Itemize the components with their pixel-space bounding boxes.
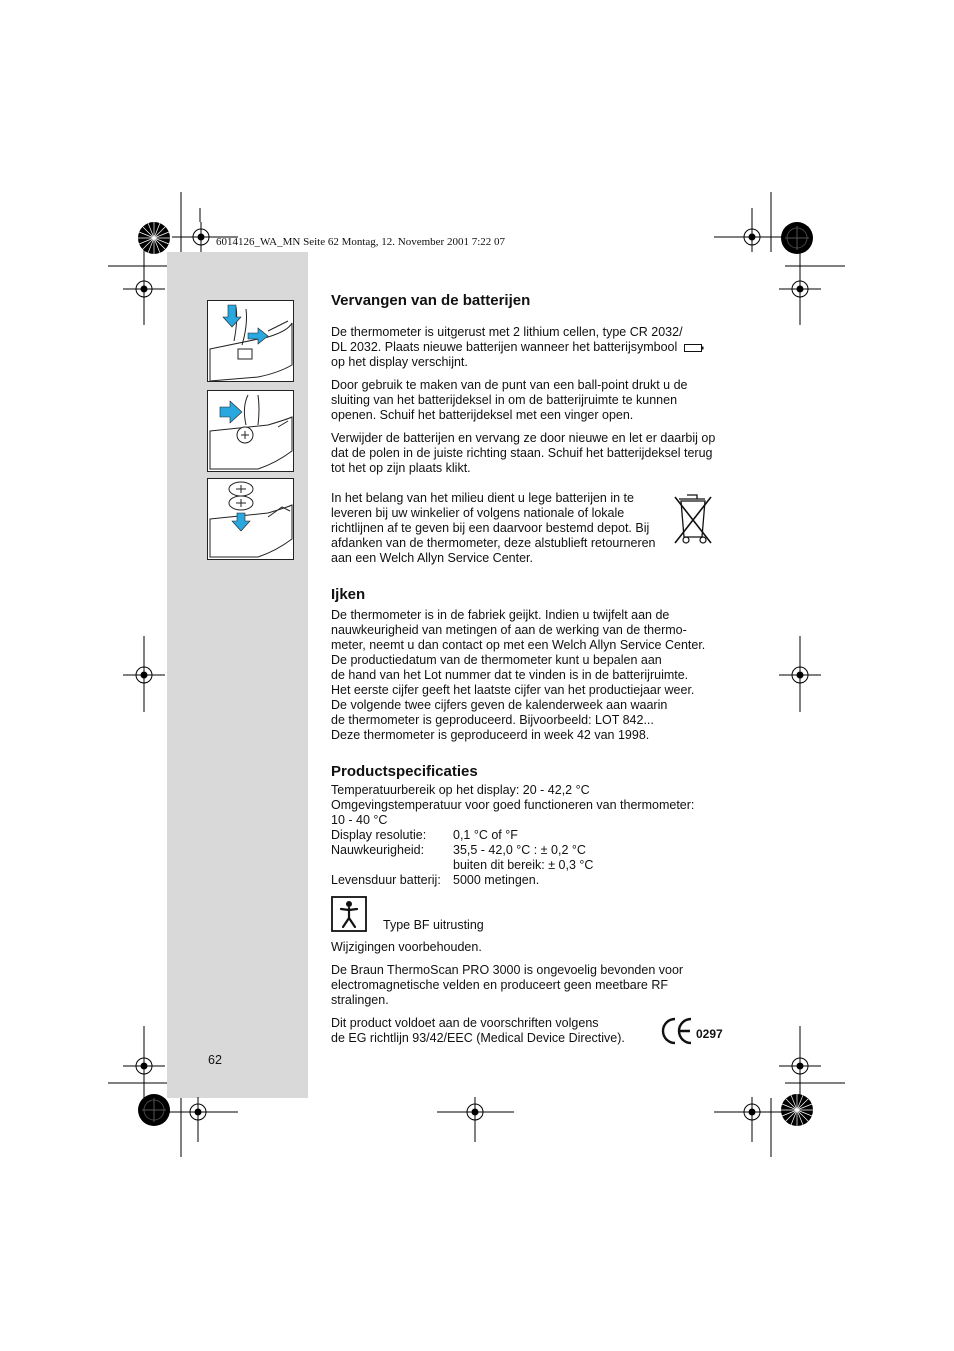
battery-paragraph-4: In het belang van het milieu dient u lege batterijen in te leveren bij uw winkelier of volgens nationale of lokale richtlijnen af te geven bij een daarvoor bestemd depot. Bij afdanken van de thermometer, deze alstublieft retourneren aan een Welch Allyn Service Center.: [331, 491, 656, 565]
section-title-specs: Productspecificaties: [331, 763, 478, 780]
registration-starburst-icon: [780, 221, 814, 255]
spec-value: 35,5 - 42,0 °C : ± 0,2 °C: [453, 843, 586, 857]
calibration-line: meter, neemt u dan contact op met een Welch Allyn Service Center.: [331, 638, 706, 652]
calibration-paragraph: [331, 608, 729, 743]
crossed-bin-icon: [671, 491, 715, 547]
page-number: 62: [208, 1053, 222, 1067]
ce-mark-icon: [661, 1016, 695, 1046]
figure-remove-batteries: [207, 390, 294, 472]
calibration-line: De thermometer is in de fabriek geijkt. Indien u twijfelt aan de: [331, 608, 670, 622]
registration-starburst-icon: [137, 1093, 171, 1127]
battery-paragraph-1: [331, 325, 729, 370]
type-bf-icon: [331, 896, 367, 932]
registration-starburst-icon: [137, 221, 171, 255]
type-bf-label: Type BF uitrusting: [383, 918, 484, 932]
spec-value: buiten dit bereik: ± 0,3 °C: [453, 858, 594, 872]
spec-value: 5000 metingen.: [453, 873, 540, 887]
spec-label: Levensduur batterij:: [331, 873, 441, 887]
changes-reserved: Wijzigingen voorbehouden.: [331, 940, 482, 954]
spec-row: [331, 858, 729, 873]
spec-row: [331, 828, 729, 843]
calibration-line: Deze thermometer is geproduceerd in week 42 van 1998.: [331, 728, 650, 742]
ce-statement: [331, 1016, 661, 1046]
spec-range: Temperatuurbereik op het display: 20 - 42,2 °C: [331, 783, 590, 797]
ce-number: 0297: [696, 1026, 723, 1041]
main-content: [331, 292, 729, 1046]
spec-value: 0,1 °C of °F: [453, 828, 518, 842]
calibration-line: de thermometer is geproduceerd. Bijvoorbeeld: LOT 842...: [331, 713, 654, 727]
emc-statement: De Braun ThermoScan PRO 3000 is ongevoelig bevonden voor electromagnetische velden en produceert geen meetbare RF stralingen.: [331, 963, 684, 1007]
battery-paragraph-1-line-3: op het display verschijnt.: [331, 355, 468, 369]
battery-paragraph-3: Verwijder de batterijen en vervang ze door nieuwe en let er daarbij op dat de polen in de juiste richting staan. Schuif het batterijdeksel terug tot het op zijn plaats klikt.: [331, 431, 716, 475]
section-title-calibration: Ijken: [331, 586, 366, 603]
figure-insert-batteries: [207, 478, 294, 560]
calibration-line: Het eerste cijfer geeft het laatste cijfer van het productiejaar weer.: [331, 683, 695, 697]
battery-paragraph-1-line-2: DL 2032. Plaats nieuwe batterijen wanneer het batterijsymbool: [331, 340, 678, 354]
spec-label: [331, 858, 453, 873]
calibration-line: nauwkeurigheid van metingen of aan de werking van de thermo-: [331, 623, 687, 637]
spec-row: [331, 843, 729, 858]
spec-ambient: Omgevingstemperatuur voor goed functioneren van thermometer:: [331, 798, 695, 812]
battery-paragraph-2: Door gebruik te maken van de punt van een ball-point drukt u de sluiting van het batterijdeksel in om de batterijruimte te kunnen openen. Schuif het batterijdeksel met een vinger open.: [331, 378, 688, 422]
ce-statement-line-2: de EG richtlijn 93/42/EEC (Medical Device Directive).: [331, 1031, 625, 1045]
calibration-line: De productiedatum van de thermometer kunt u bepalen aan: [331, 653, 662, 667]
calibration-line: de hand van het Lot nummer dat te vinden is in de batterijruimte.: [331, 668, 689, 682]
spec-ambient-value: 10 - 40 °C: [331, 813, 388, 827]
section-title-batteries: Vervangen van de batterijen: [331, 292, 531, 309]
ce-statement-line-1: Dit product voldoet aan de voorschriften volgens: [331, 1016, 599, 1030]
print-header: 6014126_WA_MN Seite 62 Montag, 12. November 2001 7:22 07: [216, 236, 506, 248]
calibration-line: De volgende twee cijfers geven de kalenderweek aan waarin: [331, 698, 668, 712]
registration-starburst-icon: [780, 1093, 814, 1127]
figure-open-battery-cover: [207, 300, 294, 382]
spec-row: [331, 873, 729, 888]
spec-label: Display resolutie:: [331, 828, 427, 842]
spec-label: Nauwkeurigheid:: [331, 843, 425, 857]
battery-symbol-icon: [684, 344, 704, 352]
battery-paragraph-1-line-1: De thermometer is uitgerust met 2 lithium cellen, type CR 2032/: [331, 325, 683, 339]
